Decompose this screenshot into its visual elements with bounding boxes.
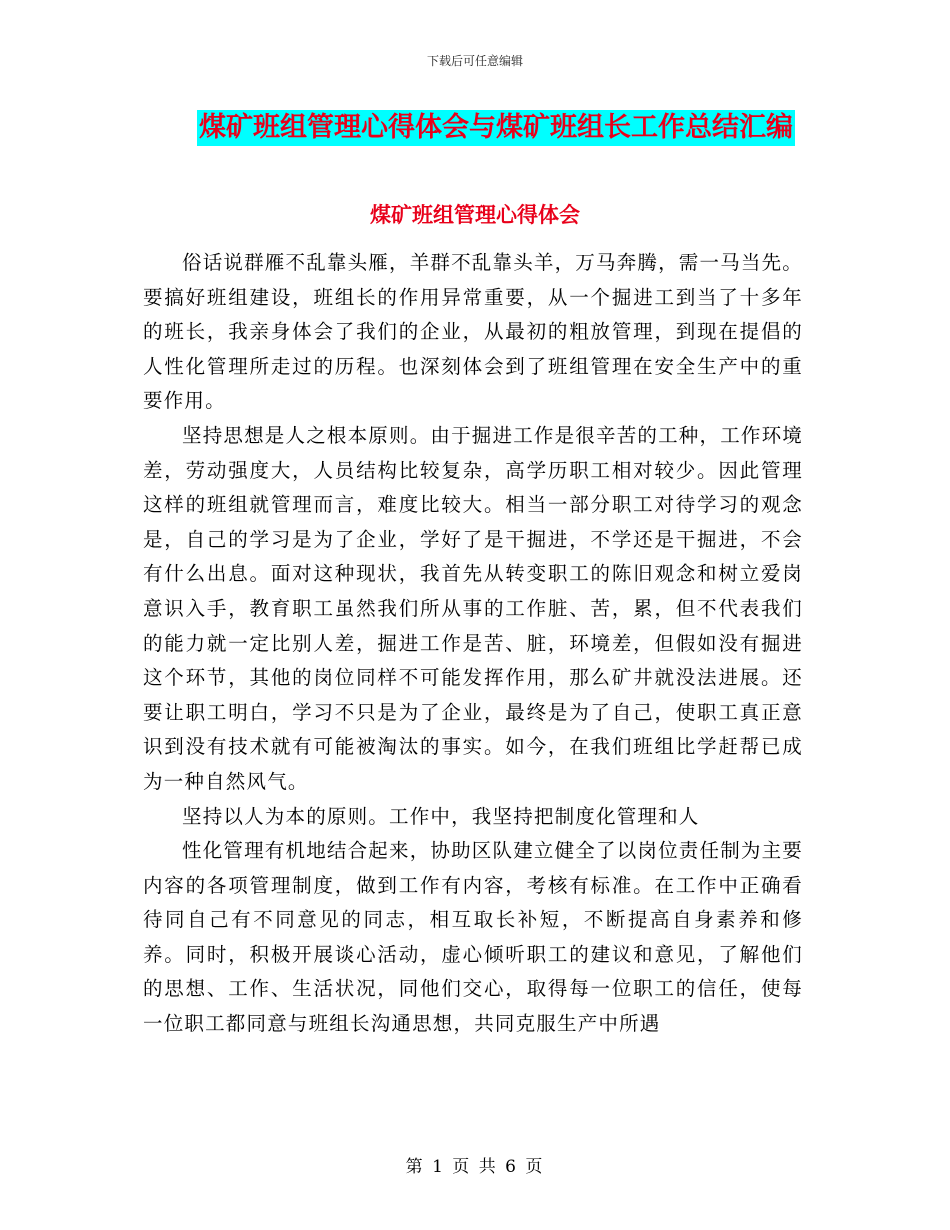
paragraph-3: 坚持以人为本的原则。工作中，我坚持把制度化管理和人 — [182, 804, 700, 828]
section-title: 煤矿班组管理心得体会 — [370, 202, 580, 227]
paragraph-2: 坚持思想是人之根本原则。由于掘进工作是很辛苦的工种，工作环境差，劳动强度大，人员结构比较复杂，高学历职工相对较少。因此管理这样的班组就管理而言，难度比较大。相当一部分职工对待学习的观念是，自己的学习是为了企业，学好了是干掘进，不学还是干掘进，不会有什么出息。面对这种现状，我首先从转变职工的陈旧观念和树立爱岗意识入手，教育职工虽然我们所从事的工作脏、苦，累，但不代表我们的能力就一定比别人差，掘进工作是苦、脏，环境差，但假如没有掘进这个环节，其他的岗位同样不可能发挥作用，那么矿井就没法进展。还要让职工明白，学习不只是为了企业，最终是为了自己，使职工真正意识到没有技术就有可能被淘汰的事实。如今，在我们班组比学赶帮已成为一种自然风气。 — [143, 423, 804, 793]
page-header-note: 下载后可任意编辑 — [426, 54, 523, 68]
paragraph-1: 俗话说群雁不乱靠头雁，羊群不乱靠头羊，万马奔腾，需一马当先。要搞好班组建设，班组长的作用异常重要，从一个掘进工到当了十多年的班长，我亲身体会了我们的企业，从最初的粗放管理，到现在提倡的人性化管理所走过的历程。也深刻体会到了班组管理在安全生产中的重要作用。 — [143, 251, 804, 413]
paragraph-4: 性化管理有机地结合起来，协助区队建立健全了以岗位责任制为主要内容的各项管理制度，做到工作有内容，考核有标准。在工作中正确看待同自己有不同意见的同志，相互取长补短，不断提高自身素养和修养。同时，积极开展谈心活动，虚心倾听职工的建议和意见，了解他们的思想、工作、生活状况，同他们交心，取得每一位职工的信任，使每一位职工都同意与班组长沟通思想，共同克服生产中所遇 — [143, 839, 804, 1036]
page-number: 第 1 页 共 6 页 — [405, 1157, 545, 1177]
document-body — [143, 246, 803, 1042]
main-title-container — [0, 110, 950, 146]
main-title: 煤矿班组管理心得体会与煤矿班组长工作总结汇编 — [197, 110, 795, 146]
